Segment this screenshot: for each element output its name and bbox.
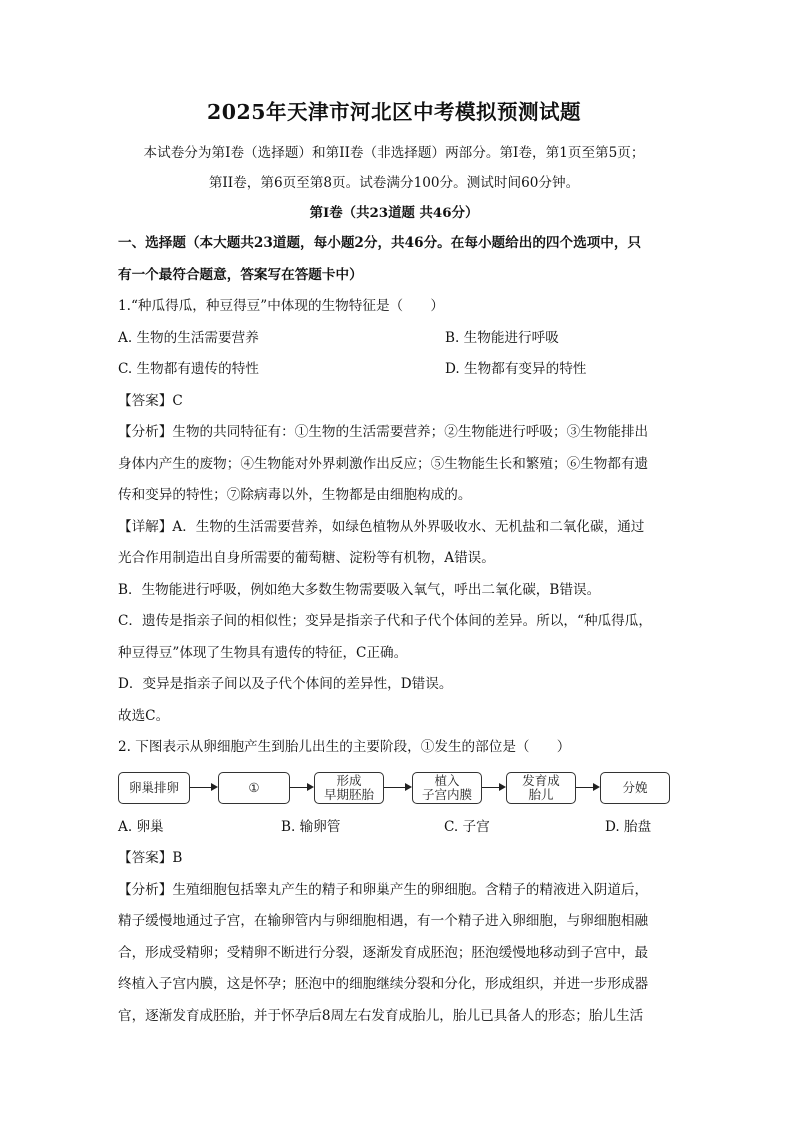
q1-answer bbox=[118, 386, 670, 418]
analysis-tag: 【分析】 bbox=[118, 881, 173, 898]
detail-text: A．生物的生活需要营养，如绿色植物从外界吸收水、无机盐和二氧化碳，通过 bbox=[172, 518, 645, 535]
q1-detail-line-5: 种豆得豆”体现了生物具有遗传的特征，C正确。 bbox=[118, 644, 408, 661]
q1-option-a: A. 生物的生活需要营养 bbox=[118, 329, 259, 346]
exam-page bbox=[118, 100, 670, 1032]
analysis-text: 生殖细胞包括睾丸产生的精子和卵巢产生的卵细胞。含精子的精液进入阴道后， bbox=[172, 881, 649, 898]
q1-conclusion: 故选C。 bbox=[118, 707, 170, 724]
q2-options-row bbox=[118, 812, 670, 844]
flow-step-early-embryo bbox=[314, 772, 384, 804]
q2-analysis-line-2: 精子缓慢地通过子宫，在输卵管内与卵细胞相遇，有一个精子进入卵细胞，与卵细胞相融 bbox=[118, 913, 649, 929]
flow-arrow bbox=[290, 787, 308, 788]
q1-analysis-line-2: 身体内产生的废物；④生物能对外界刺激作出反应；⑤生物能生长和繁殖；⑥生物都有遗 bbox=[118, 455, 649, 472]
answer-value: C bbox=[172, 392, 183, 409]
q1-detail-line-6: D．变异是指亲子间以及子代个体间的差异性，D错误。 bbox=[118, 676, 453, 692]
flow-step-label: 分娩 bbox=[622, 779, 648, 795]
q1-detail-line-4: C．遗传是指亲子间的相似性；变异是指亲子代和子代个体间的差异。所以，“种瓜得瓜， bbox=[118, 613, 652, 629]
flow-step-label: 卵巢排卵 bbox=[128, 779, 179, 795]
q2-analysis-line-1 bbox=[118, 875, 670, 907]
q2-analysis-line-3: 合，形成受精卵；受精卵不断进行分裂，逐渐发育成胚泡；胚泡缓慢地移动到子宫中，最 bbox=[118, 944, 649, 961]
answer-value: B bbox=[172, 850, 183, 866]
flow-step-label: 形成 bbox=[336, 772, 362, 788]
q1-analysis-line-1 bbox=[118, 417, 670, 449]
q2-analysis-line-5: 官，逐渐发育成胚胎，并于怀孕后8周左右发育成胎儿，胎儿已具备人的形态；胎儿生活 bbox=[118, 1007, 644, 1024]
q2-stem: 2. 下图表示从卵细胞产生到胎儿出生的主要阶段，①发生的部位是（ ） bbox=[118, 739, 571, 755]
answer-tag: 【答案】 bbox=[118, 392, 173, 409]
q2-flow-diagram bbox=[118, 766, 670, 812]
section-heading-line-1: 一、选择题（本大题共23道题，每小题2分，共46分。在每小题给出的四个选项中，只 bbox=[118, 235, 642, 251]
q1-stem: 1.“种瓜得瓜，种豆得豆”中体现的生物特征是（ ） bbox=[118, 298, 444, 314]
flow-step-label: 早期胚胎 bbox=[323, 786, 374, 802]
q1-analysis-line-3: 传和变异的特性；⑦除病毒以外，生物都是由细胞构成的。 bbox=[118, 487, 472, 503]
q2-option-b: B. 输卵管 bbox=[281, 818, 341, 835]
q1-detail-line-2: 光合作用制造出自身所需要的葡萄糖、淀粉等有机物，A错误。 bbox=[118, 550, 495, 566]
q1-detail-line-3: B．生物能进行呼吸，例如绝大多数生物需要吸入氧气，呼出二氧化碳，B错误。 bbox=[118, 581, 601, 598]
flow-step-fetus bbox=[506, 772, 576, 804]
flow-step-ovulation bbox=[118, 772, 190, 804]
exam-title: 2025年天津市河北区中考模拟预测试题 bbox=[206, 100, 582, 124]
q2-answer bbox=[118, 843, 670, 875]
flow-arrow bbox=[384, 787, 406, 788]
flow-step-label: 发育成 bbox=[522, 772, 560, 788]
detail-tag: 【详解】 bbox=[118, 518, 173, 535]
intro-line-1: 本试卷分为第I卷（选择题）和第II卷（非选择题）两部分。第I卷，第1页至第5页； bbox=[143, 145, 645, 161]
intro-line-2: 第II卷，第6页至第8页。试卷满分100分。测试时间60分钟。 bbox=[208, 175, 580, 191]
q1-option-c: C. 生物都有遗传的特性 bbox=[118, 361, 259, 377]
flow-step-label: ① bbox=[248, 779, 260, 795]
section-heading-line-2: 有一个最符合题意，答案写在答题卡中） bbox=[118, 266, 363, 283]
flow-step-label: 植入 bbox=[434, 772, 460, 788]
flow-step-delivery bbox=[600, 772, 670, 804]
flow-arrow bbox=[190, 787, 212, 788]
q1-options-row-1 bbox=[118, 323, 670, 355]
flow-step-label: 子宫内膜 bbox=[421, 786, 472, 802]
q2-analysis-line-4: 终植入子宫内膜，这是怀孕；胚泡中的细胞继续分裂和分化，形成组织，并进一步形成器 bbox=[118, 976, 649, 992]
flow-arrow bbox=[576, 787, 594, 788]
analysis-tag: 【分析】 bbox=[118, 424, 173, 440]
q2-option-a: A. 卵巢 bbox=[118, 818, 164, 835]
q1-option-b: B. 生物能进行呼吸 bbox=[445, 329, 559, 346]
q1-option-d: D. 生物都有变异的特性 bbox=[445, 361, 587, 377]
q2-option-d: D. 胎盘 bbox=[605, 818, 652, 835]
analysis-text: 生物的共同特征有：①生物的生活需要营养；②生物能进行呼吸；③生物能排出 bbox=[172, 424, 649, 440]
q2-option-c: C. 子宫 bbox=[444, 818, 490, 835]
q1-detail-line-1 bbox=[118, 512, 670, 544]
flow-step-implantation bbox=[412, 772, 482, 804]
answer-tag: 【答案】 bbox=[118, 850, 173, 866]
flow-step-label: 胎儿 bbox=[528, 786, 554, 802]
volume-heading: 第I卷（共23道题 共46分） bbox=[309, 205, 479, 221]
q1-options-row-2 bbox=[118, 354, 670, 386]
flow-arrow bbox=[482, 787, 500, 788]
flow-step-1 bbox=[218, 772, 290, 804]
